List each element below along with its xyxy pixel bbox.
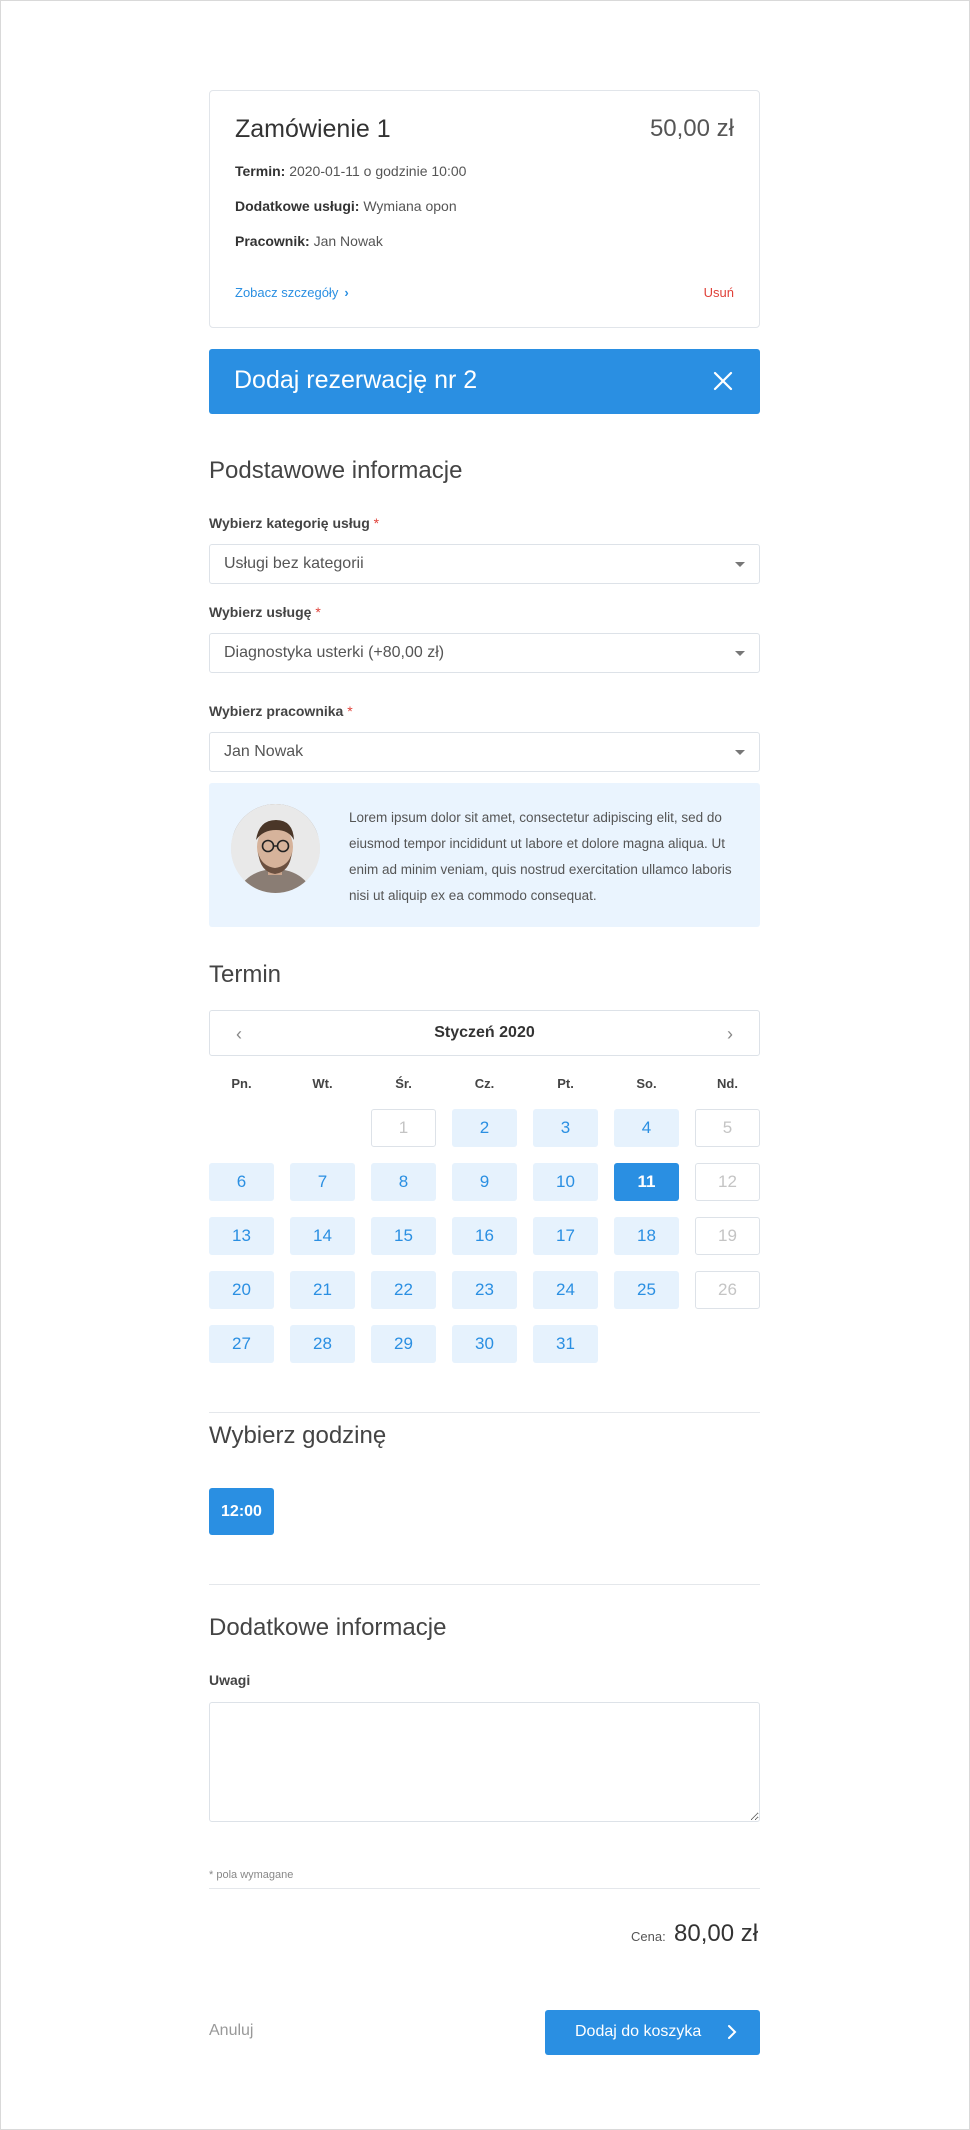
calendar-day[interactable]: 14 (290, 1217, 355, 1255)
calendar-day[interactable]: 11 (614, 1163, 679, 1201)
reservation-header (209, 349, 760, 414)
category-label (209, 515, 760, 531)
service-label (209, 604, 760, 620)
calendar-day[interactable]: 2 (452, 1109, 517, 1147)
order-term (235, 163, 466, 179)
category-label-text: Wybierz kategorię usług (209, 515, 370, 531)
time-slot-button[interactable]: 12:00 (209, 1488, 274, 1535)
calendar-day[interactable]: 6 (209, 1163, 274, 1201)
weekday-label: Nd. (717, 1076, 738, 1091)
order-services-value: Wymiana opon (359, 198, 457, 214)
calendar-day: 5 (695, 1109, 760, 1147)
calendar-day[interactable]: 31 (533, 1325, 598, 1363)
chevron-right-icon[interactable]: › (727, 1024, 733, 1044)
calendar-day[interactable]: 8 (371, 1163, 436, 1201)
weekday-label: Pt. (557, 1076, 574, 1091)
weekday-label: So. (636, 1076, 657, 1091)
calendar-day[interactable]: 16 (452, 1217, 517, 1255)
divider (209, 1888, 760, 1889)
calendar-day: 26 (695, 1271, 760, 1309)
chevron-left-icon[interactable]: ‹ (236, 1024, 242, 1044)
calendar-day[interactable]: 13 (209, 1217, 274, 1255)
calendar-day[interactable]: 9 (452, 1163, 517, 1201)
calendar-day[interactable]: 18 (614, 1217, 679, 1255)
close-icon[interactable] (711, 369, 735, 393)
caret-down-icon (735, 562, 745, 567)
cancel-button[interactable]: Anuluj (209, 2022, 254, 2039)
required-mark: * (347, 703, 353, 719)
notes-textarea[interactable] (209, 1702, 760, 1822)
worker-info-box (209, 783, 760, 927)
hours-title: Wybierz godzinę (209, 1422, 387, 1449)
calendar-day[interactable]: 3 (533, 1109, 598, 1147)
calendar-day[interactable]: 25 (614, 1271, 679, 1309)
price-label: Cena: (631, 1929, 666, 1944)
divider (209, 1584, 760, 1585)
reservation-title: Dodaj rezerwację nr 2 (234, 366, 478, 394)
calendar-day: 19 (695, 1217, 760, 1255)
calendar-day[interactable]: 7 (290, 1163, 355, 1201)
order-price: 50,00 zł (649, 115, 734, 142)
worker-photo-icon (231, 804, 320, 893)
service-label-text: Wybierz usługę (209, 604, 312, 620)
chevron-right-icon (726, 2024, 738, 2040)
weekday-label: Wt. (312, 1076, 333, 1091)
chevron-right-icon: › (344, 285, 349, 300)
calendar-day[interactable]: 28 (290, 1325, 355, 1363)
worker-label-text: Wybierz pracownika (209, 703, 344, 719)
calendar-day: 12 (695, 1163, 760, 1201)
order-term-value: 2020-01-11 o godzinie 10:00 (285, 163, 467, 179)
add-to-cart-button[interactable] (545, 2010, 760, 2055)
price-value: 80,00 zł (674, 1920, 759, 1947)
calendar-header (209, 1010, 760, 1056)
calendar-day[interactable]: 24 (533, 1271, 598, 1309)
category-select[interactable] (209, 544, 760, 584)
order-services (235, 198, 457, 214)
order-worker (235, 233, 383, 249)
notes-label: Uwagi (209, 1672, 251, 1688)
divider (209, 1412, 760, 1413)
service-select-value: Diagnostyka usterki (+80,00 zł) (224, 644, 445, 661)
calendar-day[interactable]: 30 (452, 1325, 517, 1363)
weekday-label: Cz. (474, 1076, 495, 1091)
order-remove-link[interactable]: Usuń (703, 285, 734, 300)
basic-info-title: Podstawowe informacje (209, 457, 463, 484)
calendar-day[interactable]: 22 (371, 1271, 436, 1309)
weekday-label: Śr. (395, 1076, 412, 1091)
order-details-label: Zobacz szczegóły (235, 285, 339, 300)
worker-avatar (231, 804, 320, 893)
order-details-link[interactable] (235, 285, 349, 300)
calendar-month: Styczeń 2020 (434, 1024, 535, 1041)
required-fields-note: * pola wymagane (209, 1869, 294, 1881)
worker-select[interactable] (209, 732, 760, 772)
service-select[interactable] (209, 633, 760, 673)
caret-down-icon (735, 651, 745, 656)
caret-down-icon (735, 750, 745, 755)
order-title: Zamówienie 1 (235, 115, 391, 143)
worker-description: Lorem ipsum dolor sit amet, consectetur adipiscing elit, sed do eiusmod tempor incididunt ut labore et dolore magna aliqua. Ut enim ad minim veniam, quis nostrud exercitation ullamco laboris nisi ut aliquip ex ea commodo consequat. (349, 810, 732, 903)
order-services-label: Dodatkowe usługi: (235, 198, 360, 214)
required-mark: * (373, 515, 380, 531)
order-term-label: Termin: (235, 163, 286, 179)
worker-select-value: Jan Nowak (224, 743, 304, 760)
calendar-grid (209, 1072, 760, 1372)
extra-info-title: Dodatkowe informacje (209, 1614, 447, 1641)
required-mark: * (315, 604, 321, 620)
order-worker-label: Pracownik: (235, 233, 310, 249)
calendar-day[interactable]: 15 (371, 1217, 436, 1255)
category-select-value: Usługi bez kategorii (224, 555, 364, 572)
calendar-day[interactable]: 29 (371, 1325, 436, 1363)
calendar-day[interactable]: 20 (209, 1271, 274, 1309)
calendar-day[interactable]: 27 (209, 1325, 274, 1363)
weekday-label: Pn. (231, 1076, 252, 1091)
order-card (209, 90, 760, 328)
calendar-day[interactable]: 17 (533, 1217, 598, 1255)
term-title: Termin (209, 961, 282, 988)
add-to-cart-label: Dodaj do koszyka (575, 2023, 702, 2040)
order-worker-value: Jan Nowak (309, 233, 383, 249)
worker-label (209, 703, 760, 719)
calendar-day: 1 (371, 1109, 436, 1147)
calendar-day[interactable]: 21 (290, 1271, 355, 1309)
calendar-day[interactable]: 4 (614, 1109, 679, 1147)
calendar-day[interactable]: 23 (452, 1271, 517, 1309)
calendar-day[interactable]: 10 (533, 1163, 598, 1201)
